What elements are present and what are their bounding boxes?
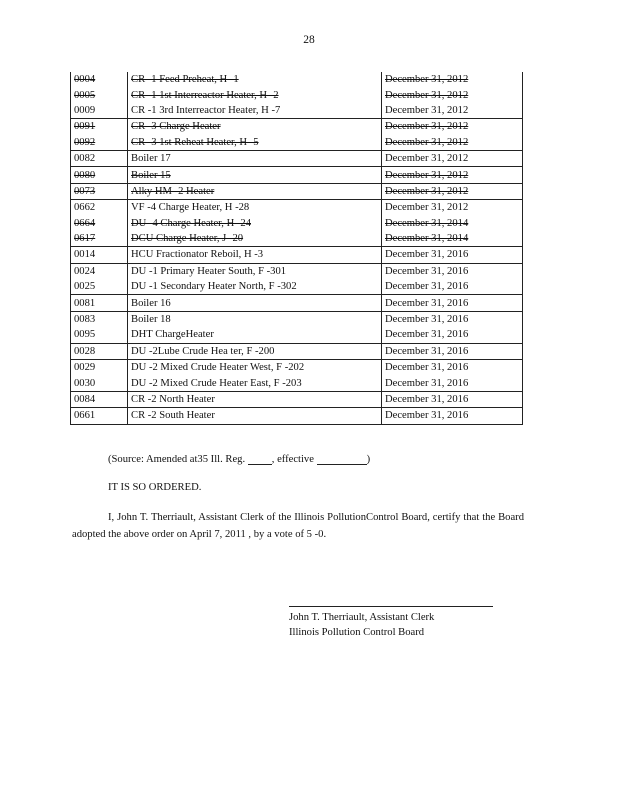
table-row [71,263,523,279]
compliance-date-cell: December 31, 2016 [382,311,523,327]
source-note [108,454,370,465]
unit-description-cell: DU -4 Charge Heater, H -24 [128,216,382,231]
unit-description-cell: HCU Fractionator Reboil, H -3 [128,247,382,263]
table-row [71,150,523,166]
table-row [71,360,523,376]
compliance-date-cell: December 31, 2012 [382,87,523,102]
certification-text: I, John T. Therriault, Assistant Clerk of the Illinois PollutionControl Board, certify that the Board adopted the above order on April 7, 2011 , by a vote of 5 -0. [72,512,524,540]
unit-id-cell: 0084 [71,391,128,407]
unit-id-cell: 0028 [71,343,128,359]
compliance-date-cell: December 31, 2012 [382,183,523,199]
unit-description-cell: DHT ChargeHeater [128,327,382,343]
unit-id-cell: 0004 [71,72,128,87]
unit-description-cell: Boiler 15 [128,167,382,183]
compliance-date-cell: December 31, 2016 [382,360,523,376]
table-row [71,279,523,295]
compliance-date-cell: December 31, 2016 [382,247,523,263]
table-row [71,167,523,183]
source-suffix: ) [366,454,371,465]
unit-id-cell: 0025 [71,279,128,295]
table-row [71,408,523,424]
unit-id-cell: 0617 [71,231,128,247]
table-row [71,200,523,216]
compliance-date-cell: December 31, 2012 [382,135,523,151]
unit-id-cell: 0080 [71,167,128,183]
signature-org: Illinois Pollution Control Board [289,627,425,638]
compliance-date-cell: December 31, 2012 [382,72,523,87]
unit-description-cell: CR -3 1st Reheat Heater, H -5 [128,135,382,151]
table-row [71,327,523,343]
unit-description-cell: CR -2 South Heater [128,408,382,424]
table-row [71,231,523,247]
unit-description-cell: CR -1 3rd Interreactor Heater, H -7 [128,103,382,119]
unit-id-cell: 0095 [71,327,128,343]
unit-id-cell: 0091 [71,119,128,135]
table-row [71,103,523,119]
unit-id-cell: 0661 [71,408,128,424]
unit-id-cell: 0092 [71,135,128,151]
compliance-date-cell: December 31, 2014 [382,231,523,247]
unit-id-cell: 0030 [71,375,128,391]
table-row [71,311,523,327]
compliance-date-cell: December 31, 2016 [382,327,523,343]
source-middle: , effective [271,454,314,465]
unit-description-cell: DU -2Lube Crude Hea ter, F -200 [128,343,382,359]
compliance-date-cell: December 31, 2012 [382,200,523,216]
signature-name: John T. Therriault, Assistant Clerk [289,612,435,623]
compliance-date-cell: December 31, 2016 [382,391,523,407]
unit-id-cell: 0082 [71,150,128,166]
table-row [71,87,523,102]
unit-description-cell: DCU Charge Heater, J -20 [128,231,382,247]
compliance-date-cell: December 31, 2012 [382,119,523,135]
table-row [71,72,523,87]
compliance-date-cell: December 31, 2012 [382,103,523,119]
unit-description-cell: DU -1 Primary Heater South, F -301 [128,263,382,279]
compliance-date-cell: December 31, 2012 [382,150,523,166]
unit-id-cell: 0664 [71,216,128,231]
effective-date-blank [317,454,367,465]
compliance-date-cell: December 31, 2016 [382,343,523,359]
table-row [71,119,523,135]
unit-description-cell: VF -4 Charge Heater, H -28 [128,200,382,216]
compliance-date-cell: December 31, 2016 [382,295,523,311]
unit-id-cell: 0073 [71,183,128,199]
compliance-date-cell: December 31, 2016 [382,263,523,279]
unit-id-cell: 0029 [71,360,128,376]
compliance-date-cell: December 31, 2012 [382,167,523,183]
compliance-date-cell: December 31, 2016 [382,375,523,391]
so-ordered-line: IT IS SO ORDERED. [108,482,202,493]
unit-id-cell: 0005 [71,87,128,102]
table-row [71,295,523,311]
table-row [71,183,523,199]
certification-paragraph [72,509,524,543]
unit-id-cell: 0009 [71,103,128,119]
unit-id-cell: 0014 [71,247,128,263]
unit-description-cell: Boiler 16 [128,295,382,311]
register-page-blank [248,454,272,465]
table-row [71,343,523,359]
unit-description-cell: CR -1 1st Interreactor Heater, H -2 [128,87,382,102]
unit-id-cell: 0662 [71,200,128,216]
table-row [71,216,523,231]
table-row [71,391,523,407]
signature-block [289,610,434,640]
unit-description-cell: CR -2 North Heater [128,391,382,407]
unit-id-cell: 0024 [71,263,128,279]
unit-description-cell: Boiler 18 [128,311,382,327]
unit-id-cell: 0081 [71,295,128,311]
unit-id-cell: 0083 [71,311,128,327]
signature-line [289,606,493,607]
unit-description-cell: CR -1 Feed Preheat, H -1 [128,72,382,87]
page-number: 28 [303,34,315,46]
table-row [71,135,523,151]
compliance-date-cell: December 31, 2016 [382,408,523,424]
table-row [71,375,523,391]
compliance-date-cell: December 31, 2016 [382,279,523,295]
unit-description-cell: DU -2 Mixed Crude Heater East, F -203 [128,375,382,391]
compliance-date-cell: December 31, 2014 [382,216,523,231]
unit-description-cell: DU -2 Mixed Crude Heater West, F -202 [128,360,382,376]
unit-description-cell: Boiler 17 [128,150,382,166]
source-prefix: (Source: Amended at35 Ill. Reg. [108,454,246,465]
unit-description-cell: CR -3 Charge Heater [128,119,382,135]
unit-description-cell: Alky HM -2 Heater [128,183,382,199]
compliance-schedule-table [70,72,523,425]
unit-description-cell: DU -1 Secondary Heater North, F -302 [128,279,382,295]
table-row [71,247,523,263]
schedule-table-body [71,72,523,424]
